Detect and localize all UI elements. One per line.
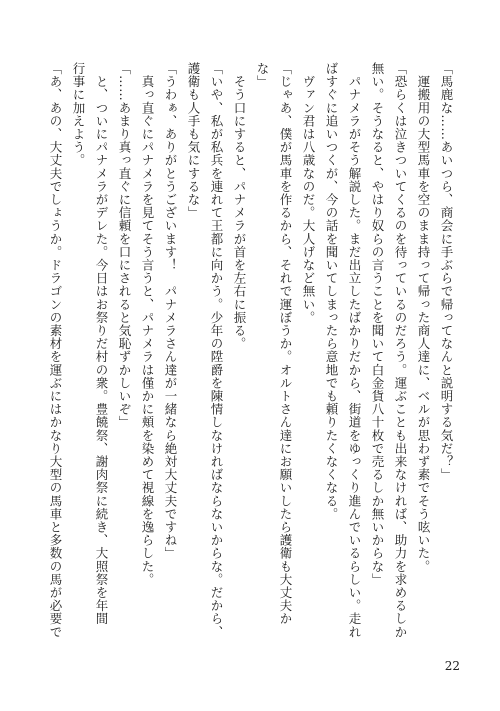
text-line: 「……あまり真っ直ぐに信頼を口にされると気恥ずかしいぞ」 bbox=[117, 62, 132, 429]
text-line: 真っ直ぐにパナメラを見てそう言うと、パナメラは僅かに頬を染めて視線を逸らした。 bbox=[140, 62, 155, 586]
text-line: 「あ、あの、大丈夫でしょうか。ドラゴンの素材を運ぶにはかなり大型の馬車と多数の馬が必要で bbox=[48, 62, 63, 639]
text-line: 「馬鹿な……あいつら、商会に手ぶらで帰ってなんと説明する気だ？」 bbox=[439, 62, 454, 482]
vertical-text-body bbox=[48, 62, 458, 642]
text-line: 運搬用の大型馬車を空のまま持って帰った商人達に、ベルが思わず素でそう呟いた。 bbox=[416, 62, 431, 573]
text-line: 「いや、私が私兵を連れて王都に向かう。少年の陞爵を陳情しなければならないからな。だから、 bbox=[209, 62, 224, 639]
page-number: 22 bbox=[444, 659, 460, 673]
text-line: そう口にすると、パナメラが首を左右に振る。 bbox=[232, 62, 247, 351]
text-line: 行事に加えよう。 bbox=[71, 62, 86, 167]
text-line: 「じゃあ、僕が馬車を作るから、それで運ぼうか。オルトさん達にお願いしたら護衛も大丈夫か bbox=[278, 62, 293, 626]
text-line: な」 bbox=[255, 62, 270, 89]
text-line: ヴァン君は八歳なのだ。大人げなど無い。 bbox=[301, 62, 316, 324]
text-line: と、ついにパナメラがデレた。今日はお祭りだ村の衆。豊饒祭、謝肉祭に続き、大照祭を年間 bbox=[94, 62, 109, 626]
text-line: 護衛も人手も気にするな」 bbox=[186, 62, 201, 220]
text-line: 無い。そうなると、やはり奴らの言うことを聞いて白金貨八十枚で売るしか無いからな」 bbox=[370, 62, 385, 586]
text-line: 「うわぁ、ありがとうございます！ パナメラさん達が一緒なら絶対大丈夫ですね」 bbox=[163, 62, 178, 560]
text-line: パナメラがそう解説した。まだ出立したばかりだから、街道をゆっくり進んでいるらしい。走れ bbox=[347, 62, 362, 639]
text-line: 「恐らくは泣きついてくるのを待っているのだろう。運ぶことも出来なければ、助力を求めるしか bbox=[393, 62, 408, 639]
text-line: ばすぐに追いつくが、今の話を聞いてしまったら意地でも頼りたくなくなる。 bbox=[324, 62, 339, 521]
